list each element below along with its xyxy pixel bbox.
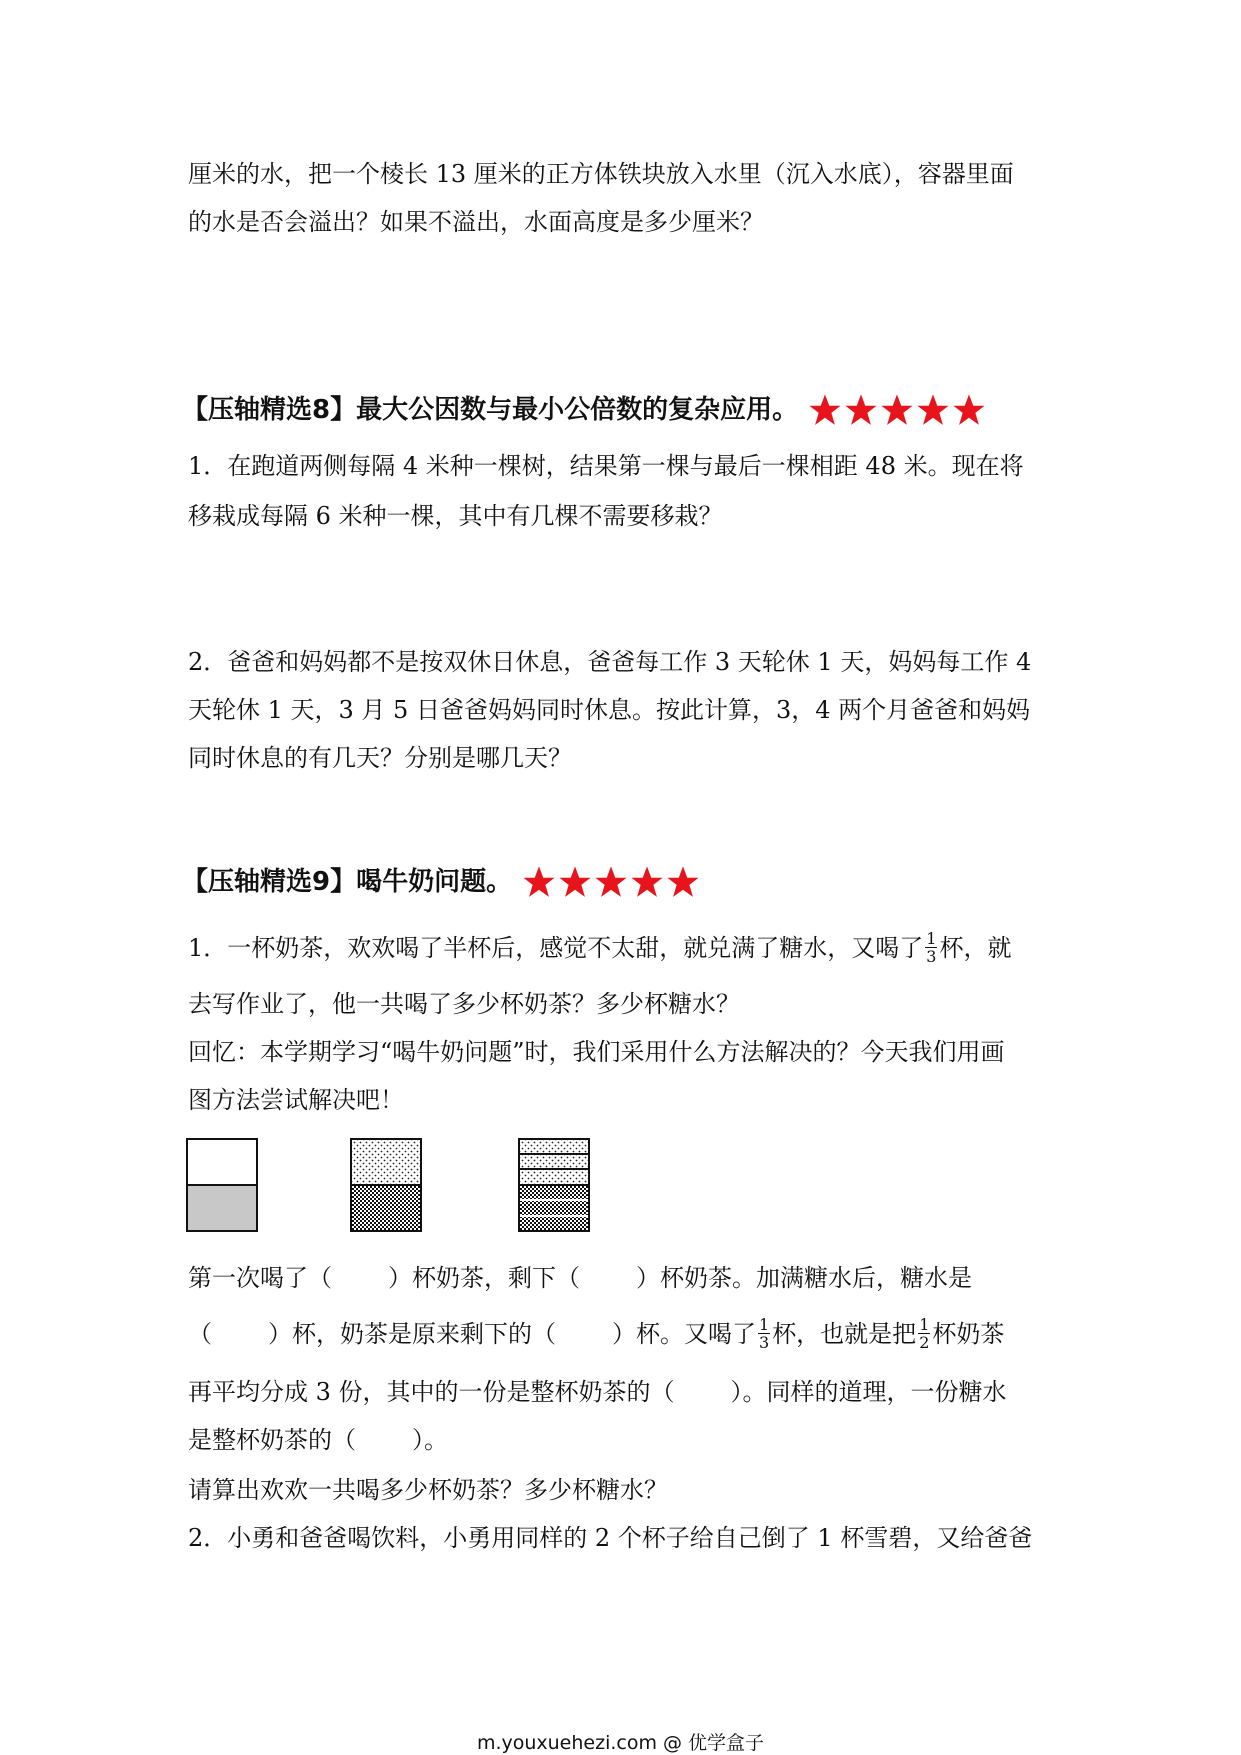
- s8-q2-line-2: 天轮休 1 天，3 月 5 日爸爸妈妈同时休息。按此计算，3，4 两个月爸爸和妈妈: [188, 696, 1031, 724]
- difficulty-stars: [522, 865, 700, 899]
- page-footer: m.youxuehezi.com @ 优学盒子: [476, 1732, 765, 1754]
- text-segment: ）杯，奶茶是原来剩下的（: [268, 1320, 556, 1348]
- star-icon: [666, 865, 700, 899]
- s8-q2-line-1: 2．爸爸和妈妈都不是按双休日休息，爸爸每工作 3 天轮休 1 天，妈妈每工作 4: [188, 648, 1032, 676]
- star-icon: [522, 865, 556, 899]
- fraction-numerator: 1: [919, 1315, 930, 1334]
- fraction-numerator: 1: [926, 929, 937, 948]
- text-segment: （: [188, 1320, 212, 1348]
- star-icon: [952, 393, 986, 427]
- fill-line-3: [188, 1376, 1007, 1408]
- s8-q1-line-2: 移栽成每隔 6 米种一棵，其中有几棵不需要移栽？: [188, 502, 723, 530]
- fraction-denominator: 3: [759, 1333, 770, 1352]
- fraction: [758, 1316, 770, 1351]
- text-segment: 第一次喝了（: [188, 1264, 332, 1292]
- star-icon: [558, 865, 592, 899]
- s9-q1-line-1: [188, 929, 1012, 967]
- text-segment: ）杯。又喝了: [612, 1320, 756, 1348]
- s8-q1-line-1: 1．在跑道两侧每隔 4 米种一棵树，结果第一棵与最后一棵相距 48 米。现在将: [188, 452, 1024, 480]
- text-segment: 是整杯奶茶的（: [188, 1426, 356, 1454]
- fill-question: 请算出欢欢一共喝多少杯奶茶？多少杯糖水？: [188, 1476, 668, 1504]
- text-segment: 杯，也就是把: [772, 1320, 917, 1348]
- s8-q2-line-3: 同时休息的有几天？分别是哪几天？: [188, 744, 572, 772]
- section-8-title: 【压轴精选8】最大公因数与最小公倍数的复杂应用。: [182, 395, 799, 425]
- s9-recall-line-2: 图方法尝试解决吧！: [188, 1086, 404, 1114]
- text-segment: ）杯奶茶，剩下（: [388, 1264, 580, 1292]
- star-icon: [594, 865, 628, 899]
- star-icon: [630, 865, 664, 899]
- intro-line-2: 的水是否会溢出？如果不溢出，水面高度是多少厘米？: [188, 208, 764, 236]
- text-segment: 杯，就: [939, 934, 1012, 962]
- cup-divided-parts: [518, 1138, 590, 1232]
- difficulty-stars: [808, 393, 986, 427]
- section-9-heading: [182, 864, 700, 900]
- text-segment: ）。: [412, 1426, 448, 1454]
- fraction-denominator: 3: [926, 947, 937, 966]
- star-icon: [808, 393, 842, 427]
- fraction-numerator: 1: [759, 1315, 770, 1334]
- s9-q1-line-2: 去写作业了，他一共喝了多少杯奶茶？多少杯糖水？: [188, 990, 740, 1018]
- star-icon: [916, 393, 950, 427]
- intro-line-1: 厘米的水，把一个棱长 13 厘米的正方体铁块放入水里（沉入水底），容器里面: [188, 160, 1014, 188]
- s9-q2-line-1: 2．小勇和爸爸喝饮料，小勇用同样的 2 个杯子给自己倒了 1 杯雪碧，又给爸爸: [188, 1524, 1033, 1552]
- cup-filled-sugar-water: [350, 1138, 422, 1232]
- section-8-heading: [182, 392, 986, 428]
- text-segment: ）。同样的道理，一份糖水: [730, 1378, 1007, 1406]
- fraction: [925, 930, 937, 965]
- fill-line-4: [188, 1424, 448, 1456]
- text-segment: 再平均分成 3 份，其中的一份是整杯奶茶的（: [188, 1378, 675, 1406]
- fill-line-1: [188, 1262, 972, 1294]
- section-9-title: 【压轴精选9】喝牛奶问题。: [182, 867, 513, 897]
- text-segment: 1．一杯奶茶，欢欢喝了半杯后，感觉不太甜，就兑满了糖水，又喝了: [188, 934, 924, 962]
- star-icon: [880, 393, 914, 427]
- fraction-denominator: 2: [919, 1333, 930, 1352]
- cup-half-milk-tea: [186, 1138, 258, 1232]
- s9-recall-line-1: 回忆：本学期学习“喝牛奶问题”时，我们采用什么方法解决的？今天我们用画: [188, 1038, 1005, 1066]
- text-segment: ）杯奶茶。加满糖水后，糖水是: [636, 1264, 972, 1292]
- star-icon: [844, 393, 878, 427]
- text-segment: 杯奶茶: [932, 1320, 1005, 1348]
- fraction: [918, 1316, 930, 1351]
- fill-line-2: [188, 1315, 1005, 1353]
